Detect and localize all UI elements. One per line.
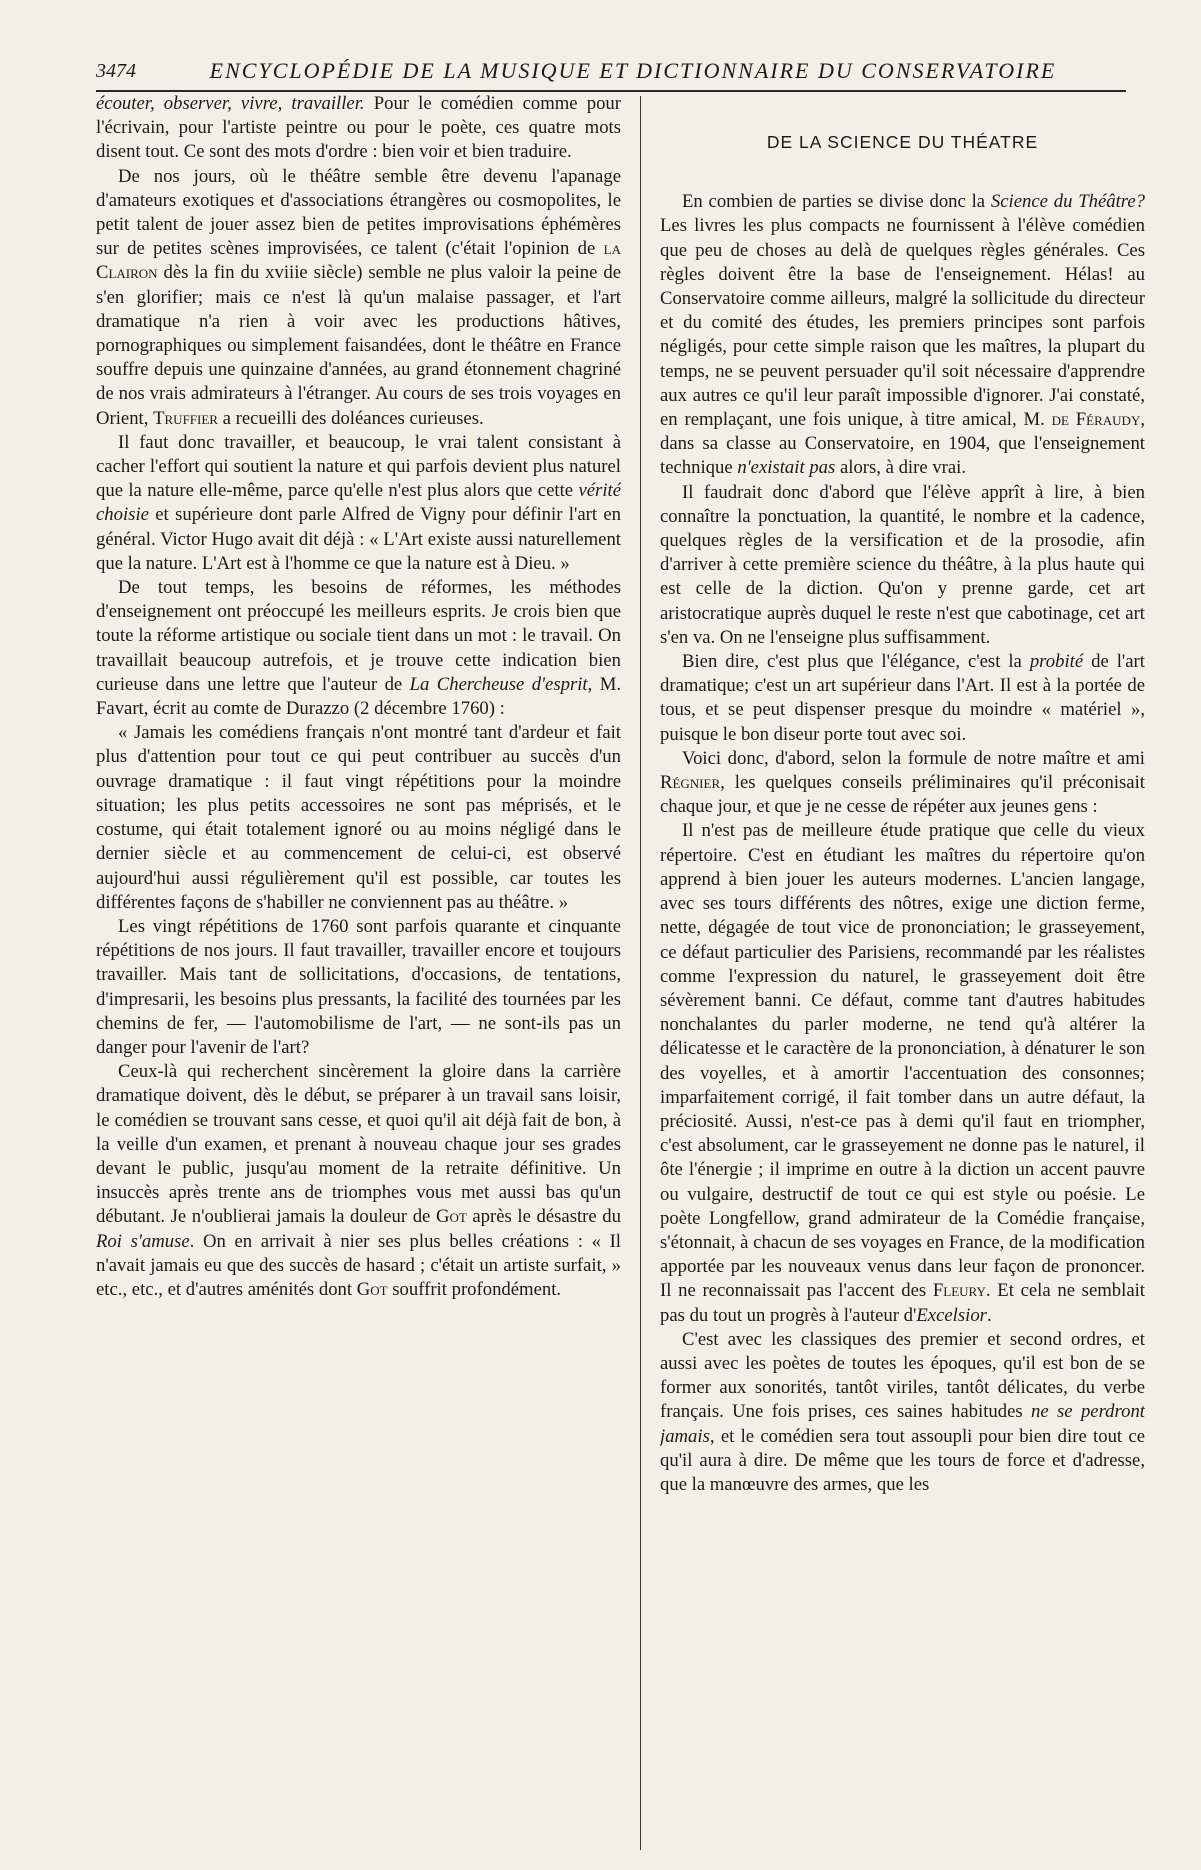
text-run: Pour le comédien comme pour l'écrivain, pour l'artiste peintre ou pour le poète, ces quatre mots disent tout. Ce sont des mots d'ordre : bien voir et bien traduire. — [96, 93, 621, 163]
text-run: a recueilli des doléances curieuses. — [217, 407, 484, 429]
text-run: , dans sa classe au Conservatoire, en 1904, que l'enseignement technique — [660, 409, 1145, 479]
text-run: De nos jours, où le théâtre semble être devenu l'apanage d'amateurs exotiques et d'associations étrangères ou cosmopolites, le petit talent de jouer assez bien de petites improvisations éphémères sur de petites scènes improvisées, ce talent (c'était l'opinion de — [96, 165, 621, 260]
small-caps-name: de Féraudy — [1051, 409, 1141, 431]
paragraph — [96, 92, 621, 165]
text-run: , M. Favart, écrit au comte de Durazzo (2 décembre 1760) : — [96, 673, 621, 720]
paragraph — [660, 1328, 1145, 1497]
text-run: C'est avec les classiques des premier et second ordres, et aussi avec les poètes de toutes les époques, qu'il est bon de se former aux sonorités, tantôt viriles, tantôt délicates, du verbe français. Une fois prises, ces saines habitudes — [660, 1328, 1145, 1423]
paragraph — [660, 819, 1145, 1327]
paragraph: Les vingt répétitions de 1760 sont parfois quarante et cinquante répétitions de nos jours. Il faut travailler, travailler encore et toujours travailler. Mais tant de sollicitations, d'occasions, de tentations, d'impresarii, les besoins plus pressants, la facilité des tournées par les chemins de fer, — l'automobilisme de l'art, — ne sont-ils pas un danger pour l'avenir de l'art? — [96, 915, 621, 1058]
paragraph — [660, 650, 1145, 747]
italic-text: écouter, observer, vivre, travailler. — [96, 93, 365, 114]
italic-text: Science du Théâtre? — [990, 191, 1145, 213]
text-run: Il faut donc travailler, et beaucoup, le vrai talent consistant à cacher l'effort qui soutient la nature et qui parfois devient plus naturel que la nature elle-même, parce qu'elle n'est plus alors que cette — [96, 431, 621, 502]
italic-text: vérité choisie — [96, 480, 621, 526]
paragraph — [96, 165, 621, 431]
paragraph — [96, 576, 621, 721]
text-run: dès la fin du xviiie siècle) semble ne plus valoir la peine de s'en glorifier; mais ce n'est là qu'un malaise passager, et l'art dramatique n'a rien à voir avec les productions hâtives, pornographiques ou simplement faisandées, dont le théâtre en France souffre depuis une quinzaine d'années, au grand étonnement chagriné de nos vrais admirateurs à l'étranger. Au cours de ses trois voyages en Orient, — [96, 262, 621, 429]
text-run: Les livres les plus compacts ne fournissent à l'élève comédien que peu de choses au delà de quelques règles générales. Ces règles doivent être la base de l'enseignement. Hélas! au Conservatoire comme ailleurs, malgré la sollicitude du directeur et du comité des études, les premiers principes sont parfois négligés, pour cette simple raison que les maîtres, la plupart du temps, ne se peuvent persuader qu'il soit nécessaire d'apprendre aux autres ce qu'il leur paraît impossible d'ignorer. J'ai constaté, en remplaçant, une fois unique, à titre amical, M. — [660, 215, 1145, 431]
paragraph: Il faudrait donc d'abord que l'élève apprît à lire, à bien connaître la ponctuation, la quantité, le nombre et la cadence, quelques règles de la versification et de la prosodie, afin d'arriver à cette première science du théâtre, à la plus haute qui est celle de la diction. Qu'on y prenne garde, cet art aristocratique auprès duquel le reste n'est que cabotinage, cet art s'en va. On ne l'enseigne plus suffisamment. — [660, 481, 1145, 648]
column-divider — [640, 96, 641, 1850]
text-run: souffrit profondément. — [387, 1278, 562, 1300]
right-column — [660, 92, 1145, 1852]
text-run: après le désastre du — [466, 1206, 621, 1228]
small-caps-name: la Clairon — [96, 238, 621, 284]
page-number: 3474 — [96, 60, 136, 82]
small-caps-name: Got — [435, 1206, 467, 1228]
text-run: . Et cela ne semblait pas du tout un progrès à l'auteur d' — [660, 1280, 1145, 1326]
small-caps-name: Got — [356, 1278, 388, 1300]
text-run: alors, à dire vrai. — [835, 457, 967, 479]
text-run: Bien dire, c'est plus que l'élégance, c'est la — [682, 651, 1030, 673]
quotation-paragraph: « Jamais les comédiens français n'ont montré tant d'ardeur et fait plus d'attention pour tout ce qui peut contribuer au succès d'un ouvrage dramatique : il faut vingt répétitions pour la moindre situation; les plus petits accessoires ne sont pas méprisés, et le costume, qui était totalement ignoré ou au moins négligé dans le dernier siècle et au commencement de celui-ci, est observé aujourd'hui aussi régulièrement qu'il est possible, car toutes les différentes façons de s'habiller ne conviennent pas au théâtre. » — [96, 722, 621, 913]
paragraph — [660, 190, 1145, 480]
text-run: En combien de parties se divise donc la — [682, 191, 991, 213]
text-run: . On en arrivait à nier ses plus belles créations : « Il n'avait jamais eu que des succès de hasard ; c'était un artiste surfait, » etc., etc., et d'autres aménités dont — [96, 1230, 621, 1300]
small-caps-name: Régnier — [660, 772, 721, 794]
running-title: ENCYCLOPÉDIE DE LA MUSIQUE ET DICTIONNAIRE DU CONSERVATOIRE — [209, 58, 1057, 83]
text-run: Il n'est pas de meilleure étude pratique que celle du vieux répertoire. C'est en étudiant les maîtres du répertoire qu'on apprend à bien jouer les auteurs modernes. L'ancien langage, avec ses tours différents des nôtres, exige une diction ferme, nette, dégagée de tout vice de prononciation; le grasseyement, ce défaut particulier des Parisiens, recommandé par les réalistes comme l'expression du naturel, le grasseyement doit être sévèrement banni. Ce défaut, comme tant d'autres habitudes nonchalantes du parler moderne, ne tend qu'à altérer la délicatesse et le caractère de la prononciation, à dénaturer le son des voyelles, et à amortir l'accentuation des consonnes; imparfaitement corrigé, il fait tomber dans un autre défaut, la préciosité. Aussi, n'est-ce pas à demi qu'il faut en triompher, c'est absolument, car le grasseyement ne donne pas le naturel, il ôte l'énergie ; il imprime en outre à la diction un accent pauvre ou vulgaire, destructif de tout ce qui est style ou poésie. Le poète Longfellow, grand admirateur de la Comédie française, s'étonnait, à chacun de ses voyages en France, de la modification apportée par les nouveaux venus dans leur façon de prononcer. Il ne reconnaissait pas l'accent des — [660, 820, 1145, 1302]
small-caps-name: Truffier — [153, 407, 218, 429]
text-run: , et le comédien sera tout assoupli pour bien dire tout ce qu'il aura à dire. De même que les tours de force et d'adresse, que la manœuvre des armes, que les — [660, 1425, 1145, 1495]
italic-text: Excelsior — [916, 1304, 987, 1326]
text-run: et supérieure dont parle Alfred de Vigny pour définir l'art en général. Victor Hugo avait dit déjà : « L'Art existe aussi naturellement que la nature. L'Art est à l'homme ce que la nature est à Dieu. » — [96, 504, 621, 574]
text-run: Ceux-là qui recherchent sincèrement la gloire dans la carrière dramatique doivent, dès le début, se préparer à un travail sans loisir, le comédien se trouvant sans cesse, et quoi qu'il ait déjà fait de bon, à la veille d'un examen, et prenant à nouveau chaque jour ses grades devant le public, jusqu'au moment de la retraite définitive. Un insuccès après trente ans de triomphes vous met aussi bas qu'un débutant. Je n'oublierai jamais la douleur de — [96, 1061, 621, 1228]
page-header — [96, 54, 1126, 92]
italic-text: Roi s'amuse — [96, 1230, 190, 1252]
text-run: de l'art dramatique; c'est un art supérieur dans l'Art. Il est à la portée de tous, et se peut dispenser presque du moindre « matériel », puisque le bon diseur porte tout avec soi. — [660, 651, 1145, 745]
text-run: , les quelques conseils préliminaires qu'il préconisait chaque jour, et que je ne cesse de répéter aux jeunes gens : — [660, 772, 1145, 818]
italic-text: ne se perdront jamais — [660, 1401, 1145, 1447]
text-run: De tout temps, les besoins de réformes, les méthodes d'enseignement ont préoccupé les meilleurs esprits. Je crois bien que toute la réforme artistique ou sociale tient dans un mot : le travail. On travaillait beaucoup autrefois, et je trouve cette indication bien curieuse dans une lettre que l'auteur de — [96, 577, 621, 695]
paragraph — [660, 747, 1145, 820]
paragraph — [96, 1060, 621, 1302]
italic-text: n'existait pas — [737, 457, 836, 479]
text-run: Voici donc, d'abord, selon la formule de notre maître et ami — [682, 747, 1145, 769]
paragraph — [96, 431, 621, 576]
text-run: . — [986, 1304, 992, 1326]
left-column — [96, 92, 621, 1852]
section-heading: DE LA SCIENCE DU THÉATRE — [766, 132, 1039, 152]
small-caps-name: Fleury — [932, 1280, 986, 1302]
italic-text: La Chercheuse d'esprit — [409, 673, 588, 695]
italic-text: probité — [1029, 651, 1084, 673]
